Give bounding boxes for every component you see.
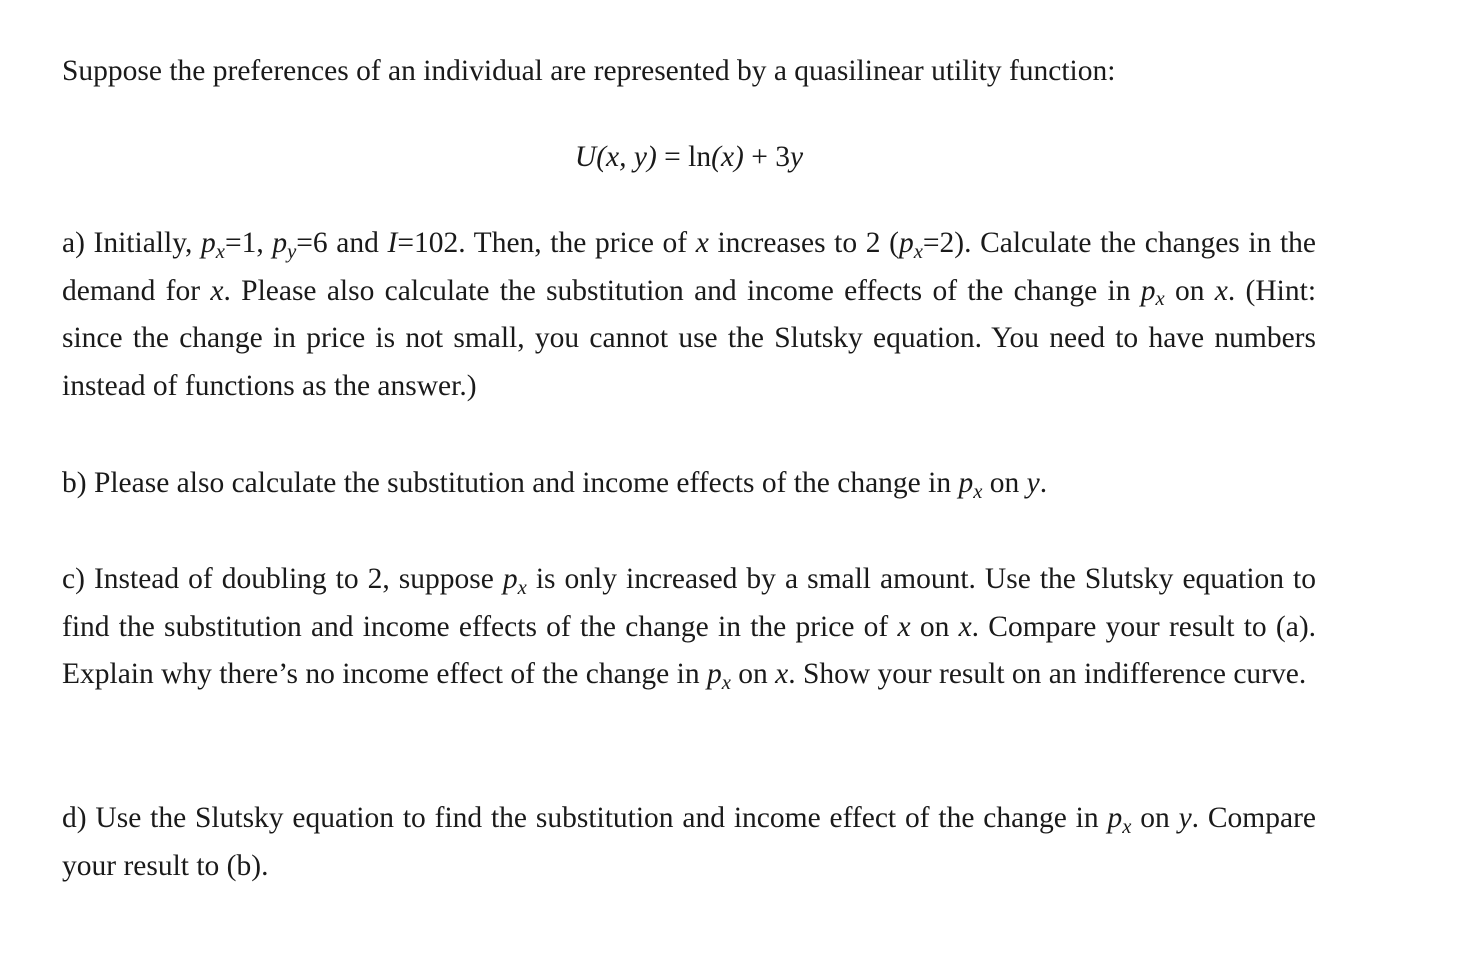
variable-x: x [695, 227, 709, 259]
question-part-a [62, 220, 1316, 410]
price-symbol: p [958, 467, 974, 499]
eq-ln-arg: (x) [711, 141, 744, 173]
eq-args: (x, y) [596, 141, 657, 173]
part-b-text: b) Please also calculate the substitution and income effects of the change in [62, 467, 959, 499]
part-c-text: on [910, 610, 959, 643]
variable-y: y [1026, 467, 1040, 499]
income-symbol: I [387, 227, 398, 259]
part-a-text: =1, [224, 227, 273, 259]
part-c-text: . Show your result on an indifference curve. [788, 658, 1307, 691]
price-subscript: x [973, 480, 983, 503]
price-subscript: x [1155, 288, 1165, 311]
question-part-d [62, 795, 1316, 890]
price-symbol: p [272, 227, 288, 259]
variable-x: x [958, 610, 972, 643]
price-subscript: x [913, 240, 923, 263]
eq-ln: ln [688, 141, 712, 173]
part-d-text: . Compare your result to (b). [62, 802, 1317, 882]
eq-equals: = [656, 141, 689, 173]
price-subscript: x [1122, 815, 1132, 838]
part-a-text: . Please also calculate the substitution and income effects of the change in [223, 274, 1141, 307]
price-symbol: p [706, 658, 722, 691]
part-c-text: on [730, 658, 776, 691]
variable-x: x [775, 658, 789, 691]
price-subscript: x [721, 671, 731, 694]
part-d-text: d) Use the Slutsky equation to find the substitution and income effect of the change in [62, 802, 1108, 834]
part-a-text: =6 and [296, 227, 388, 259]
question-part-b [62, 460, 1316, 508]
part-c-text: is only increased by a small amount. Use the Slutsky equation to find the substitution and income effects of the change in the price of [62, 563, 1316, 643]
part-c-text: c) Instead of doubling to 2, suppose [62, 563, 503, 595]
variable-x: x [897, 610, 911, 643]
variable-x: x [1214, 274, 1228, 307]
price-symbol: p [1140, 274, 1156, 307]
price-symbol: p [502, 563, 518, 595]
intro-paragraph: Suppose the preferences of an individual are represented by a quasilinear utility function: [62, 55, 1116, 87]
price-subscript: x [517, 576, 527, 599]
variable-x: x [210, 274, 224, 307]
part-a-text: on [1164, 274, 1215, 307]
eq-U: U [574, 141, 597, 173]
part-a-text: =2). Calculate the changes in the demand for [62, 227, 1317, 307]
part-c-text: . Compare your result to (a). Explain why there’s no income effect of the change in [62, 610, 1317, 691]
part-a-text: increases to 2 ( [708, 227, 899, 259]
price-subscript: y [287, 240, 297, 263]
part-a-text: =102. Then, the price of [397, 227, 696, 259]
part-b-text: on [982, 467, 1027, 499]
question-part-c [62, 556, 1316, 699]
eq-plus: + 3 [743, 141, 791, 173]
utility-equation [62, 136, 1316, 178]
variable-y: y [1178, 802, 1192, 834]
eq-y: y [790, 141, 804, 173]
part-b-text: . [1039, 467, 1048, 499]
part-a-text: a) Initially, [62, 227, 202, 259]
price-symbol: p [1107, 802, 1123, 834]
part-d-text: on [1131, 802, 1179, 834]
part-a-text: . (Hint: since the change in price is not small, you cannot use the Slutsky equation. You need to have numbers instead of functions as the answer.) [62, 274, 1317, 402]
price-subscript: x [215, 240, 225, 263]
price-symbol: p [201, 227, 216, 259]
price-symbol: p [898, 227, 914, 259]
